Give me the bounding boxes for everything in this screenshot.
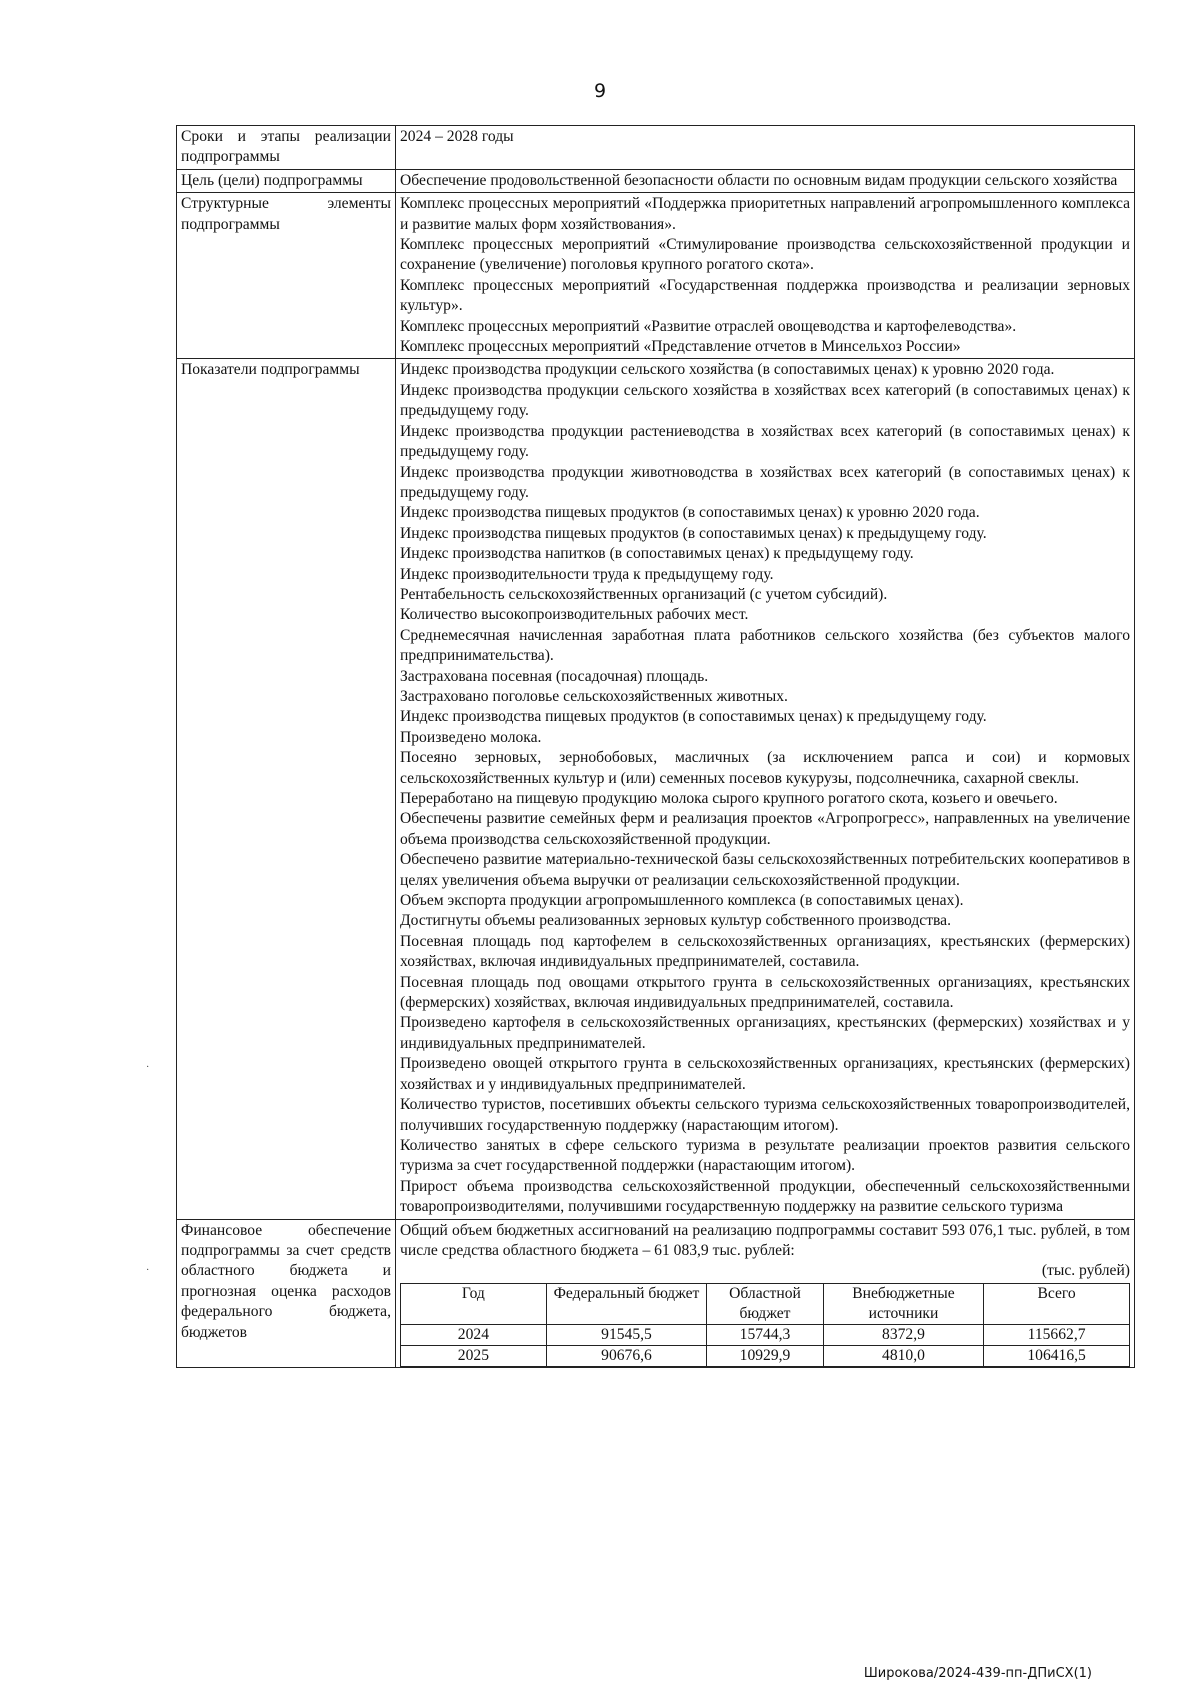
page-number: 9 [593, 80, 607, 102]
row-paragraph: Комплекс процессных мероприятий «Представление отчетов в Минсельхоз России» [400, 338, 961, 356]
row-paragraph: Количество высокопроизводительных рабочих мест. [400, 606, 749, 624]
row-paragraph: Обеспечение продовольственной безопасности области по основным видам продукции сельского хозяйства [400, 171, 1118, 189]
finance-cell: 2024 [401, 1324, 547, 1345]
finance-cell: 8372,9 [823, 1324, 983, 1345]
row-content [396, 359, 1135, 1219]
row-paragraph: Индекс производства продукции растениеводства в хозяйствах всех категорий (в сопоставимых ценах) к предыдущему году. [400, 422, 1130, 461]
row-label [177, 169, 396, 192]
passport-row [177, 193, 1135, 359]
finance-cell: 90676,6 [546, 1345, 706, 1366]
row-paragraph: Комплекс процессных мероприятий «Государственная поддержка производства и реализации зерновых культур». [400, 276, 1130, 315]
finance-table-row [401, 1345, 1130, 1366]
finance-header-cell: Внебюджетные источники [823, 1283, 983, 1324]
finance-cell: 15744,3 [707, 1324, 824, 1345]
row-paragraph: Комплекс процессных мероприятий «Поддержка приоритетных направлений агропромышленного комплекса и развитие малых форм хозяйствования». [400, 195, 1130, 233]
document-footer-code: Широкова/2024-439-пп-ДПиСХ(1) [863, 1666, 1092, 1681]
row-paragraph: Посевная площадь под овощами открытого грунта в сельскохозяйственных организациях, крестьянских (фермерских) хозяйствах, включая индивидуальных предпринимателей, составила. [400, 973, 1130, 1012]
finance-header-cell: Год [401, 1283, 547, 1324]
finance-table-header [401, 1283, 1130, 1324]
finance-row [177, 1219, 1135, 1367]
row-paragraph: Достигнуты объемы реализованных зерновых культур собственного производства. [400, 912, 951, 930]
row-paragraph: Произведено молока. [400, 728, 542, 746]
row-paragraph: Комплекс процессных мероприятий «Стимулирование производства сельскохозяйственной продукции и сохранение (увеличение) поголовья крупного рогатого скота». [400, 236, 1130, 274]
row-paragraph: Индекс производства продукции сельского хозяйства в хозяйствах всех категорий (в сопоставимых ценах) к предыдущему году. [400, 381, 1130, 420]
row-paragraph: Индекс производительности труда к предыдущему году. [400, 565, 774, 583]
row-paragraph: Индекс производства напитков (в сопоставимых ценах) к предыдущему году. [400, 545, 914, 563]
row-paragraph: Индекс производства пищевых продуктов (в сопоставимых ценах) к предыдущему году. [400, 708, 987, 726]
row-content [396, 193, 1135, 359]
row-paragraph: Обеспечено развитие материально-технической базы сельскохозяйственных потребительских кооперативов в целях увеличения объема выручки от реализации сельскохозяйственной продукции. [400, 851, 1130, 889]
row-paragraph: 2024 – 2028 годы [400, 128, 514, 145]
row-paragraph: Посеяно зерновых, зернобобовых, масличных (за исключением рапса и сои) и кормовых сельскохозяйственных культур и (или) семенных посевов кукурузы, подсолнечника, сахарной свеклы. [400, 749, 1130, 787]
finance-cell: 4810,0 [823, 1345, 983, 1366]
finance-cell: 10929,9 [707, 1345, 824, 1366]
row-paragraph: Застраховано поголовье сельскохозяйственных животных. [400, 687, 788, 705]
scan-dot: · [146, 1062, 150, 1073]
finance-label-text: Финансовое обеспечение подпрограммы за счет средств областного бюджета и прогнозная оценка расходов федерального бюджета, бюджетов [181, 1221, 391, 1341]
row-paragraph: Обеспечены развитие семейных ферм и реализация проектов «Агропрогресс», направленных на увеличение объема производства сельскохозяйственной продукции. [400, 810, 1130, 848]
scan-dot: · [146, 1265, 150, 1276]
row-paragraph: Посевная площадь под картофелем в сельскохозяйственных организациях, крестьянских (фермерских) хозяйствах, включая индивидуальных предпринимателей, составила. [400, 932, 1130, 971]
finance-header-cell: Федеральный бюджет [546, 1283, 706, 1324]
row-content [396, 126, 1135, 170]
row-label-text: Сроки и этапы реализации подпрограммы [181, 128, 391, 166]
row-paragraph: Рентабельность сельскохозяйственных организаций (с учетом субсидий). [400, 585, 888, 603]
row-paragraph: Произведено овощей открытого грунта в сельскохозяйственных организациях, крестьянских (фермерских) хозяйствах и у индивидуальных предпринимателей. [400, 1055, 1130, 1093]
row-paragraph: Индекс производства пищевых продуктов (в сопоставимых ценах) к уровню 2020 года. [400, 504, 980, 522]
row-paragraph: Количество занятых в сфере сельского туризма в результате реализации проектов развития сельского туризма за счет государственной поддержки (нарастающим итогом). [400, 1136, 1130, 1175]
finance-header-cell: Всего [984, 1283, 1130, 1324]
row-paragraph: Произведено картофеля в сельскохозяйственных организациях, крестьянских (фермерских) хозяйствах и у индивидуальных предпринимателей. [400, 1014, 1130, 1052]
passport-row [177, 169, 1135, 192]
row-paragraph: Застрахована посевная (посадочная) площадь. [400, 667, 709, 685]
finance-cell: 106416,5 [984, 1345, 1130, 1366]
passport-table [176, 125, 1135, 1368]
row-label [177, 126, 396, 170]
finance-cell: 2025 [401, 1345, 547, 1366]
row-label-text: Показатели подпрограммы [181, 361, 360, 379]
finance-cell: 91545,5 [546, 1324, 706, 1345]
finance-cell: 115662,7 [984, 1324, 1130, 1345]
finance-table [400, 1283, 1130, 1367]
finance-text: Общий объем бюджетных ассигнований на реализацию подпрограммы составит 593 076,1 тыс. рублей, в том числе средства областного бюджета – 61 083,9 тыс. рублей: [400, 1221, 1130, 1259]
row-paragraph: Индекс производства пищевых продуктов (в сопоставимых ценах) к предыдущему году. [400, 524, 987, 542]
row-label [177, 359, 396, 1219]
row-paragraph: Комплекс процессных мероприятий «Развитие отраслей овощеводства и картофелеводства». [400, 317, 1017, 335]
finance-header-cell: Областной бюджет [707, 1283, 824, 1324]
finance-table-row [401, 1324, 1130, 1345]
row-content [396, 169, 1135, 192]
row-paragraph: Переработано на пищевую продукцию молока сырого крупного рогатого скота, козьего и овечьего. [400, 790, 1058, 807]
row-paragraph: Прирост объема производства сельскохозяйственной продукции, обеспеченный сельскохозяйственными товаропроизводителями, получившими государственную поддержку на развитие сельского туризма [400, 1177, 1130, 1216]
row-label [177, 193, 396, 359]
row-paragraph: Индекс производства продукции животноводства в хозяйствах всех категорий (в сопоставимых ценах) к предыдущему году. [400, 463, 1130, 501]
row-paragraph: Объем экспорта продукции агропромышленного комплекса (в сопоставимых ценах). [400, 892, 964, 910]
finance-content [396, 1219, 1135, 1367]
row-paragraph: Количество туристов, посетивших объекты сельского туризма сельскохозяйственных товаропроизводителей, получивших государственную поддержку (нарастающим итогом). [400, 1096, 1130, 1134]
row-label-text: Структурные элементы подпрограммы [181, 195, 391, 233]
row-paragraph: Среднемесячная начисленная заработная плата работников сельского хозяйства (без субъектов малого предпринимательства). [400, 626, 1130, 665]
passport-row [177, 359, 1135, 1219]
finance-label [177, 1219, 396, 1367]
passport-row [177, 126, 1135, 170]
finance-units: (тыс. рублей) [1041, 1262, 1130, 1280]
row-paragraph: Индекс производства продукции сельского хозяйства (в сопоставимых ценах) к уровню 2020 года. [400, 361, 1055, 379]
row-label-text: Цель (цели) подпрограммы [181, 171, 363, 189]
